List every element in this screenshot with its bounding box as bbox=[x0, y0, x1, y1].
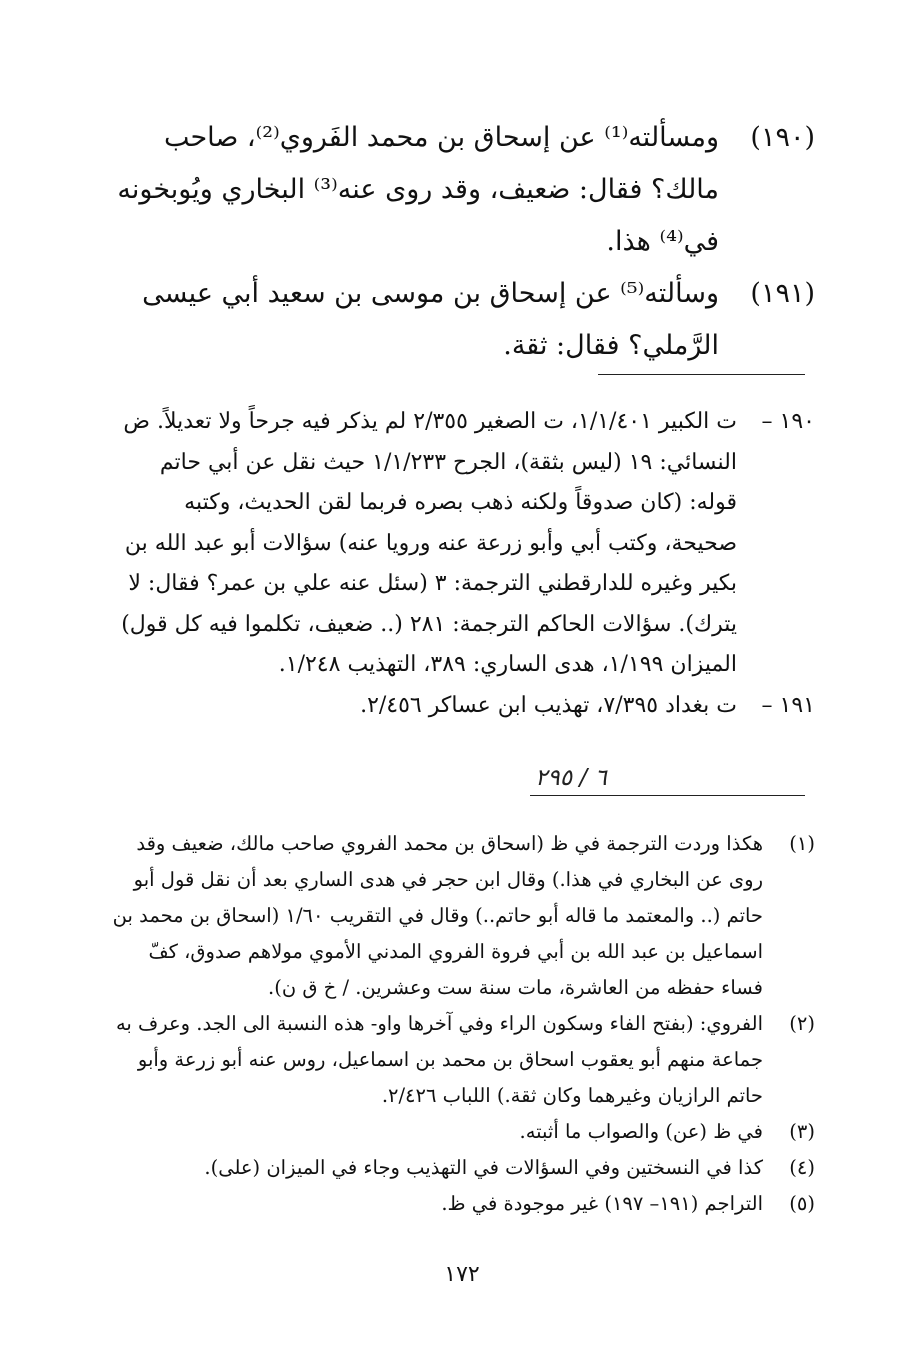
footnote-3 bbox=[110, 1114, 815, 1150]
footnote-number: (٤) bbox=[789, 1156, 815, 1179]
footnote-text: في ظ (عن) والصواب ما أثبته. bbox=[519, 1120, 763, 1143]
handwritten-annotation: ٦ / ٢٩٥ bbox=[535, 765, 607, 791]
entry-text: وسألته⁽⁵⁾ عن إسحاق بن موسى بن سعيد أبي عيسى الرَّملي؟ فقال: ثقة. bbox=[142, 278, 719, 361]
note-text: ت الكبير ١/١/٤٠١، ت الصغير ٢/٣٥٥ لم يذكر فيه جرحاً ولا تعديلاً. ض النسائي: ١٩ (ليس بثقة)، الجرح ١/١/٢٣٣ حيث نقل عن أبي حاتم قوله: (كان صدوقاً ولكنه ذهب بصره فربما لقن الحديث، وكتبه صحيحة، وكتب أبي وأبو زرعة عنه ورويا عنه) سؤالات أبو عبد الله بن بكير وغيره للدارقطني الترجمة: ٣ (سئل عنه علي بن عمر؟ فقال: لا يترك). سؤالات الحاكم الترجمة: ٢٨١ (.. ضعيف، تكلموا فيه كل قول) الميزان ١/١٩٩، هدى الساري: ٣٨٩، التهذيب ١/٢٤٨. bbox=[121, 409, 737, 677]
footnote-number: (٥) bbox=[789, 1192, 815, 1215]
reference-notes bbox=[110, 402, 815, 726]
footnote-text: هكذا وردت الترجمة في ظ (اسحاق بن محمد الفروي صاحب مالك، ضعيف وقد روى عن البخاري في هذا.) وقال ابن حجر في هدى الساري بعد أن نقل قول أبو حاتم (.. والمعتمد ما قاله أبو حاتم..) وقال في التقريب ١/٦٠ (اسحاق بن محمد بن اسماعيل بن عبد الله بن أبي فروة الفروي المدني الأموي مولاهم صدوق، كفّ فساء حفظه من العاشرة، مات سنة ست وعشرين. / خ ق ن). bbox=[112, 832, 763, 999]
note-191 bbox=[110, 686, 815, 727]
note-190 bbox=[110, 402, 815, 686]
main-text bbox=[110, 112, 815, 372]
footnote-2 bbox=[110, 1006, 815, 1114]
footnote-4 bbox=[110, 1150, 815, 1186]
footnote-separator-rule bbox=[530, 795, 805, 796]
note-number: ١٩٠ – bbox=[761, 409, 815, 434]
footnote-text: الفروي: (بفتح الفاء وسكون الراء وفي آخرها واو- هذه النسبة الى الجد. وعرف به جماعة منهم أبو يعقوب اسحاق بن محمد بن اسماعيل، روس عنه أبو زرعة وأبو حاتم الرازيان وغيرهما وكان ثقة.) اللباب ٢/٤٢٦. bbox=[115, 1012, 763, 1107]
footnotes bbox=[110, 826, 815, 1222]
footnote-text: التراجم (١٩١– ١٩٧) غير موجودة في ظ. bbox=[441, 1192, 763, 1215]
entry-text: ومسألته⁽¹⁾ عن إسحاق بن محمد الفَروي⁽²⁾، صاحب مالك؟ فقال: ضعيف، وقد روى عنه⁽³⁾ البخاري ويُوبخونه في⁽⁴⁾ هذا. bbox=[117, 122, 719, 257]
page-number: ١٧٢ bbox=[444, 1262, 480, 1287]
main-entry-190 bbox=[110, 112, 815, 268]
separator-rule bbox=[598, 374, 805, 375]
note-text: ت بغداد ٧/٣٩٥، تهذيب ابن عساكر ٢/٤٥٦. bbox=[360, 692, 737, 718]
footnote-text: كذا في النسختين وفي السؤالات في التهذيب وجاء في الميزان (على). bbox=[204, 1156, 763, 1179]
note-number: ١٩١ – bbox=[761, 692, 815, 718]
main-entry-191 bbox=[110, 268, 815, 372]
footnote-1 bbox=[110, 826, 815, 1006]
entry-number: (١٩١) bbox=[750, 278, 815, 309]
footnote-number: (٢) bbox=[789, 1012, 815, 1035]
footnote-5 bbox=[110, 1186, 815, 1222]
footnote-number: (١) bbox=[789, 832, 815, 855]
entry-number: (١٩٠) bbox=[750, 122, 815, 153]
footnote-number: (٣) bbox=[789, 1120, 815, 1143]
